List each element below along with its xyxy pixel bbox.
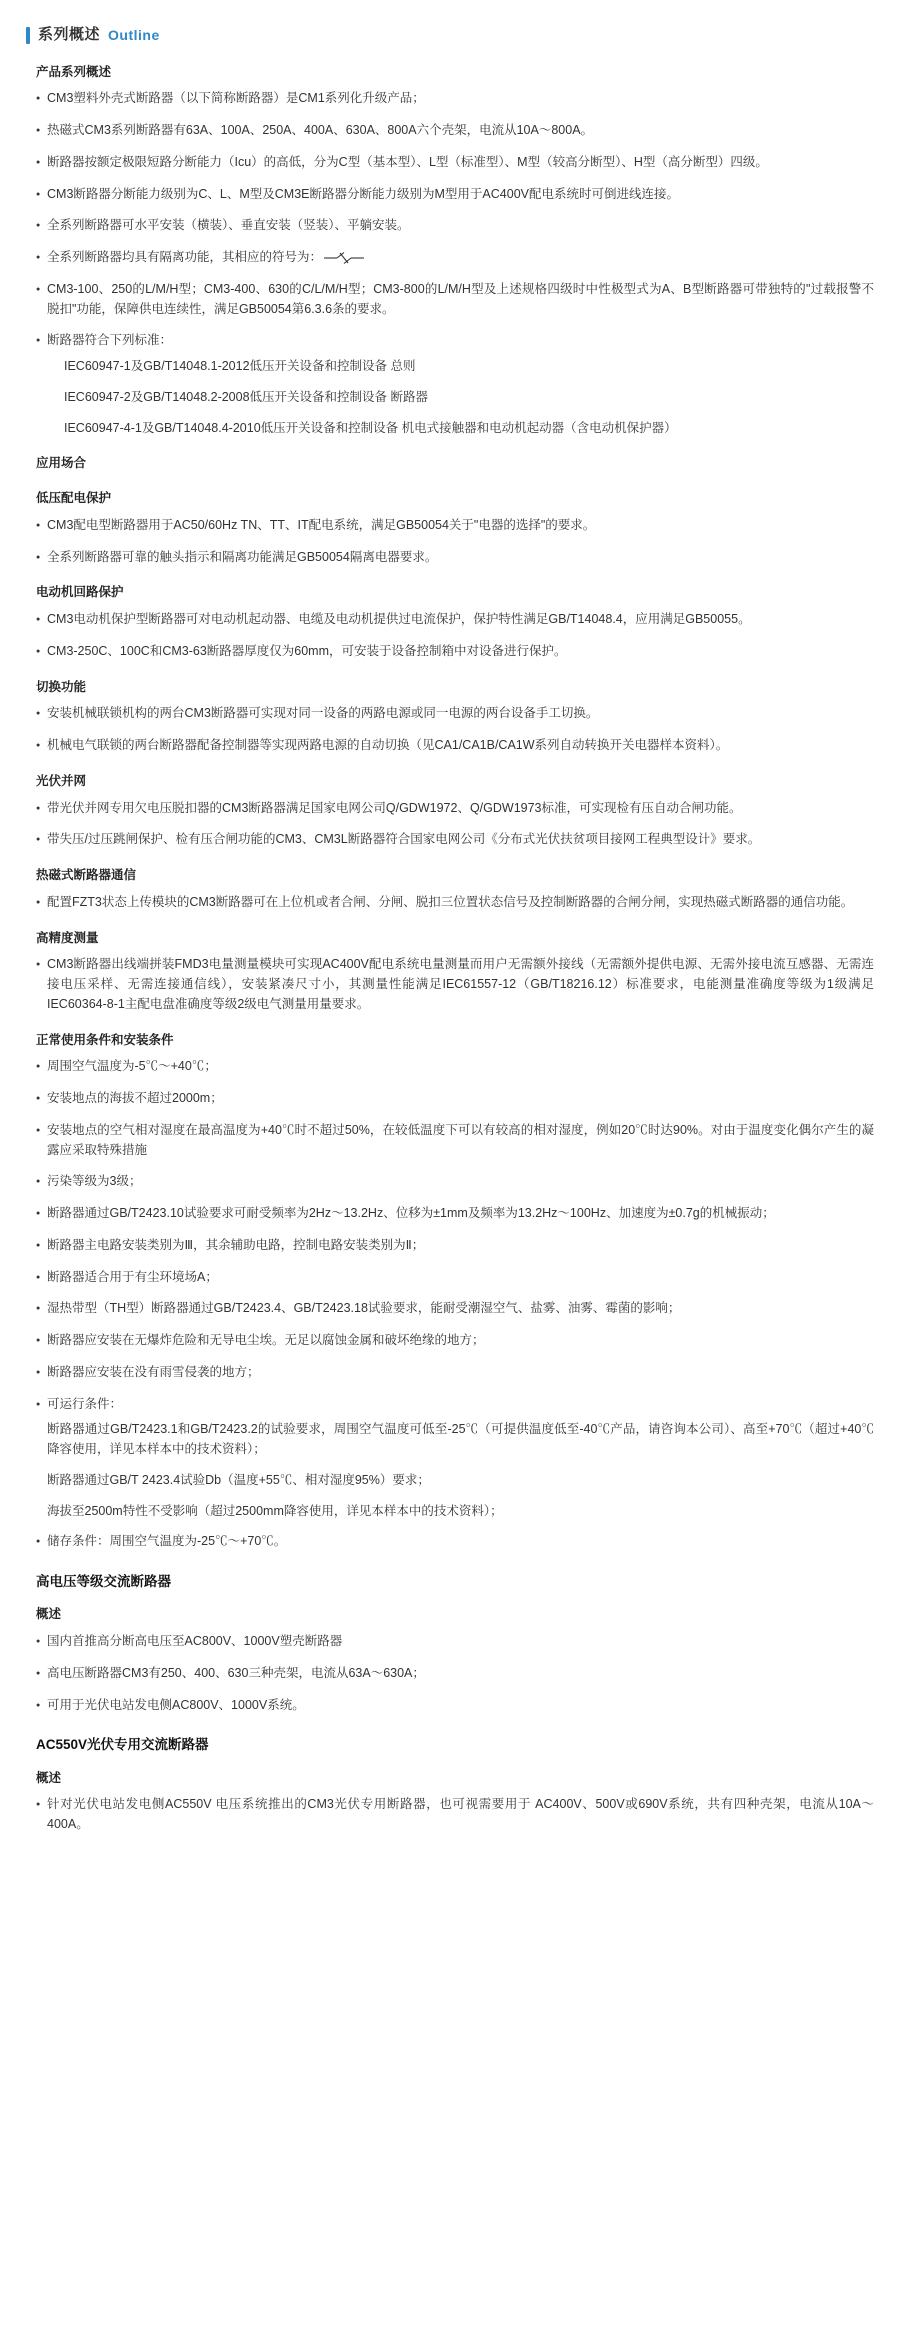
list-item	[26, 642, 874, 662]
bullet-icon	[36, 736, 47, 755]
list-item-text: 带光伏并网专用欠电压脱扣器的CM3断路器满足国家电网公司Q/GDW1972、Q/GDW1973标准，可实现检有压自动合闸功能。	[47, 800, 742, 815]
list-item-text: CM3-100、250的L/M/H型；CM3-400、630的C/L/M/H型；CM3-800的L/M/H型及上述规格四级时中性极型式为A、B型断路器可带独特的"过载报警不脱扣"功能，保障供电连续性，满足GB50054第6.3.6条的要求。	[47, 281, 874, 316]
bullet-icon	[36, 1268, 47, 1287]
list-item	[26, 1632, 874, 1652]
list-item-text: 可用于光伏电站发电侧AC800V、1000V系统。	[47, 1697, 305, 1712]
bullet-icon	[36, 121, 47, 140]
subsection-heading-high-precision-measurement: 高精度测量	[36, 930, 99, 945]
list-item-text: 配置FZT3状态上传模块的CM3断路器可在上位机或者合闸、分闸、脱扣三位置状态信号及控制断路器的合闸分闸，实现热磁式断路器的通信功能。	[47, 894, 854, 909]
list-item-text: CM3断路器分断能力级别为C、L、M型及CM3E断路器分断能力级别为M型用于AC400V配电系统时可倒进线连接。	[47, 186, 679, 201]
subsection-heading-lv-distribution: 低压配电保护	[36, 491, 112, 505]
bullet-icon	[36, 1121, 47, 1140]
bullet-icon	[36, 1299, 47, 1318]
list-item-text: CM3-250C、100C和CM3-63断路器厚度仅为60mm，可安装于设备控制箱中对设备进行保护。	[47, 643, 567, 658]
section-heading-applications: 应用场合	[36, 456, 87, 471]
list-item-text: 可运行条件：	[47, 1396, 123, 1411]
section-heading-high-voltage-ac-breaker: 高电压等级交流断路器	[36, 1574, 171, 1589]
list-item	[26, 799, 874, 819]
list-item	[26, 955, 874, 1014]
bullet-icon	[36, 548, 47, 567]
list-item-text: 机械电气联锁的两台断路器配备控制器等实现两路电源的自动切换（见CA1/CA1B/CA1W系列自动转换开关电器样本资料）。	[47, 738, 729, 752]
list-item-text: 湿热带型（TH型）断路器通过GB/T2423.4、GB/T2423.18试验要求，能耐受潮湿空气、盐雾、油雾、霉菌的影响；	[47, 1301, 681, 1316]
bullet-icon	[36, 1236, 47, 1255]
standard-reference: IEC60947-2及GB/T14048.2-2008低压开关设备和控制设备 断路器	[64, 389, 429, 404]
title-accent-bar	[26, 27, 30, 44]
list-item-text: 带失压/过压跳闸保护、检有压合闸功能的CM3、CM3L断路器符合国家电网公司《分布式光伏扶贫项目接网工程典型设计》要求。	[47, 832, 761, 847]
section-heading-ac550v-pv-breaker: AC550V光伏专用交流断路器	[36, 1737, 209, 1753]
list-item	[26, 331, 874, 351]
list-item	[26, 89, 874, 109]
subsection-heading-overview: 概述	[36, 1607, 62, 1622]
list-item	[26, 1363, 874, 1383]
bullet-icon	[36, 280, 47, 299]
list-item	[26, 516, 874, 536]
list-item-text: 储存条件：周围空气温度为-25℃～+70℃。	[47, 1534, 287, 1549]
list-item-text: 断路器通过GB/T2423.10试验要求可耐受频率为2Hz～13.2Hz、位移为±1mm及频率为13.2Hz～100Hz、加速度为±0.7g的机械振动；	[47, 1206, 775, 1220]
bullet-icon	[36, 216, 47, 235]
list-item	[26, 1057, 874, 1077]
condition-note: 断路器通过GB/T2423.1和GB/T2423.2的试验要求，周围空气温度可低至-25℃（可提供温度低至-40℃产品，请咨询本公司）、高至+70℃（超过+40℃降容使用，详见本样本中的技术资料）；	[47, 1422, 874, 1456]
list-item	[26, 1121, 874, 1161]
bullet-icon	[36, 1532, 47, 1551]
list-item-text: 安装地点的海拔不超过2000m；	[47, 1091, 223, 1105]
bullet-icon	[36, 642, 47, 661]
list-item-text: 全系列断路器可水平安装（横装）、垂直安装（竖装）、平躺安装。	[47, 218, 410, 233]
bullet-icon	[36, 1664, 47, 1683]
bullet-icon	[36, 153, 47, 172]
list-item	[26, 893, 874, 913]
list-item	[26, 704, 874, 724]
list-item	[26, 1299, 874, 1319]
list-item-text: 全系列断路器可靠的触头指示和隔离功能满足GB50054隔离电器要求。	[47, 549, 438, 564]
bullet-icon	[36, 830, 47, 849]
page-title-cn: 系列概述	[38, 26, 101, 43]
standard-reference: IEC60947-4-1及GB/T14048.4-2010低压开关设备和控制设备 机电式接触器和电动机起动器（含电动机保护器）	[64, 420, 677, 435]
list-item-text: 断路器适合用于有尘环境场A；	[47, 1269, 218, 1284]
bullet-icon	[36, 1172, 47, 1191]
list-item	[26, 1089, 874, 1109]
bullet-icon	[36, 1204, 47, 1223]
list-item-text: 安装机械联锁机构的两台CM3断路器可实现对同一设备的两路电源或同一电源的两台设备手工切换。	[47, 706, 599, 721]
list-item	[26, 1204, 874, 1224]
list-item	[26, 830, 874, 850]
list-item-text: 针对光伏电站发电侧AC550V 电压系统推出的CM3光伏专用断路器，也可视需要用于 AC400V、500V或690V系统，共有四种壳架，电流从10A～400A。	[47, 1797, 874, 1831]
page-title-en: Outline	[108, 26, 160, 43]
bullet-icon	[36, 516, 47, 535]
list-item-text: 热磁式CM3系列断路器有63A、100A、250A、400A、630A、800A六个壳架，电流从10A～800A。	[47, 123, 594, 137]
list-item	[26, 1696, 874, 1716]
bullet-icon	[36, 704, 47, 723]
subsection-heading-switching: 切换功能	[36, 679, 87, 694]
bullet-icon	[36, 89, 47, 108]
subsection-heading-motor-protection: 电动机回路保护	[36, 585, 124, 600]
bullet-icon	[36, 331, 47, 350]
list-item	[26, 185, 874, 205]
list-item-text: 断路器应安装在无爆炸危险和无导电尘埃。无足以腐蚀金属和破坏绝缘的地方；	[47, 1333, 485, 1347]
list-item-text: 国内首推高分断高电压至AC800V、1000V塑壳断路器	[47, 1634, 343, 1648]
list-item-text: 断路器主电路安装类别为Ⅲ，其余辅助电路，控制电路安装类别为Ⅱ；	[47, 1237, 425, 1252]
list-item-text: 周围空气温度为-5℃～+40℃；	[47, 1059, 217, 1074]
bullet-icon	[36, 893, 47, 912]
subsection-heading-thermal-magnetic-comm: 热磁式断路器通信	[36, 868, 137, 882]
condition-note: 断路器通过GB/T 2423.4试验Db（温度+55℃、相对湿度95%）要求；	[47, 1472, 430, 1487]
list-item-text: 断路器按额定极限短路分断能力（Icu）的高低，分为C型（基本型）、L型（标准型）、M型（较高分断型）、H型（高分断型）四级。	[47, 154, 768, 169]
list-item-text: 安装地点的空气相对湿度在最高温度为+40℃时不超过50%，在较低温度下可以有较高的相对湿度，例如20℃时达90%。对由于温度变化偶尔产生的凝露应采取特殊措施	[47, 1122, 874, 1157]
bullet-icon	[36, 955, 47, 974]
condition-note: 海拔至2500m特性不受影响（超过2500mm降容使用，详见本样本中的技术资料）；	[47, 1503, 503, 1518]
bullet-icon	[36, 1632, 47, 1651]
section-heading-product-overview: 产品系列概述	[36, 64, 112, 79]
bullet-icon	[36, 1331, 47, 1350]
bullet-icon	[36, 1057, 47, 1076]
list-item-label: 全系列断路器均具有隔离功能，其相应的符号为：	[47, 250, 323, 264]
isolation-symbol-icon	[324, 251, 364, 265]
bullet-icon	[36, 1089, 47, 1108]
list-item	[26, 736, 874, 756]
list-item	[26, 1331, 874, 1351]
list-item-text: 断路器应安装在没有雨雪侵袭的地方；	[47, 1364, 260, 1379]
list-item-text: CM3配电型断路器用于AC50/60Hz TN、TT、IT配电系统，满足GB50054关于"电器的选择"的要求。	[47, 517, 596, 532]
list-item	[26, 1395, 874, 1415]
page-title	[26, 24, 874, 47]
list-item-text: 断路器符合下列标准：	[47, 333, 173, 348]
subsection-heading-normal-conditions: 正常使用条件和安装条件	[36, 1032, 174, 1047]
list-item	[26, 216, 874, 236]
list-item-text: CM3塑料外壳式断路器（以下简称断路器）是CM1系列化升级产品；	[47, 91, 425, 106]
bullet-icon	[36, 1696, 47, 1715]
bullet-icon	[36, 248, 47, 267]
list-item	[26, 280, 874, 320]
list-item	[26, 248, 874, 268]
standard-reference: IEC60947-1及GB/T14048.1-2012低压开关设备和控制设备 总则	[64, 359, 416, 373]
list-item-text: CM3电动机保护型断路器可对电动机起动器、电缆及电动机提供过电流保护，保护特性满足GB/T14048.4，应用满足GB50055。	[47, 612, 751, 626]
list-item	[26, 1236, 874, 1256]
list-item-text: 高电压断路器CM3有250、400、630三种壳架，电流从63A～630A；	[47, 1665, 425, 1680]
list-item	[26, 153, 874, 173]
list-item-text	[47, 248, 874, 268]
bullet-icon	[36, 1363, 47, 1382]
list-item	[26, 1795, 874, 1835]
subsection-heading-pv-grid: 光伏并网	[36, 773, 87, 788]
bullet-icon	[36, 799, 47, 818]
list-item	[26, 1664, 874, 1684]
bullet-icon	[36, 610, 47, 629]
list-item-text: CM3断路器出线端拼装FMD3电量测量模块可实现AC400V配电系统电量测量而用户无需额外接线（无需额外提供电源、无需外接电流互感器、无需连接电压采样、无需连接通信线），安装紧凑尺寸小，其测量性能满足IEC61557-12（GB/T18216.12）标准要求，电能测量准确度等级为1级满足IEC60364-8-1主配电盘准确度等级2级电气测量用量要求。	[47, 957, 874, 1011]
list-item	[26, 121, 874, 141]
list-item	[26, 1268, 874, 1288]
subsection-heading-overview: 概述	[36, 1770, 62, 1785]
bullet-icon	[36, 185, 47, 204]
bullet-icon	[36, 1395, 47, 1414]
list-item	[26, 610, 874, 630]
list-item	[26, 548, 874, 568]
list-item	[26, 1532, 874, 1552]
list-item-text: 污染等级为3级；	[47, 1174, 142, 1189]
bullet-icon	[36, 1795, 47, 1814]
list-item	[26, 1172, 874, 1192]
